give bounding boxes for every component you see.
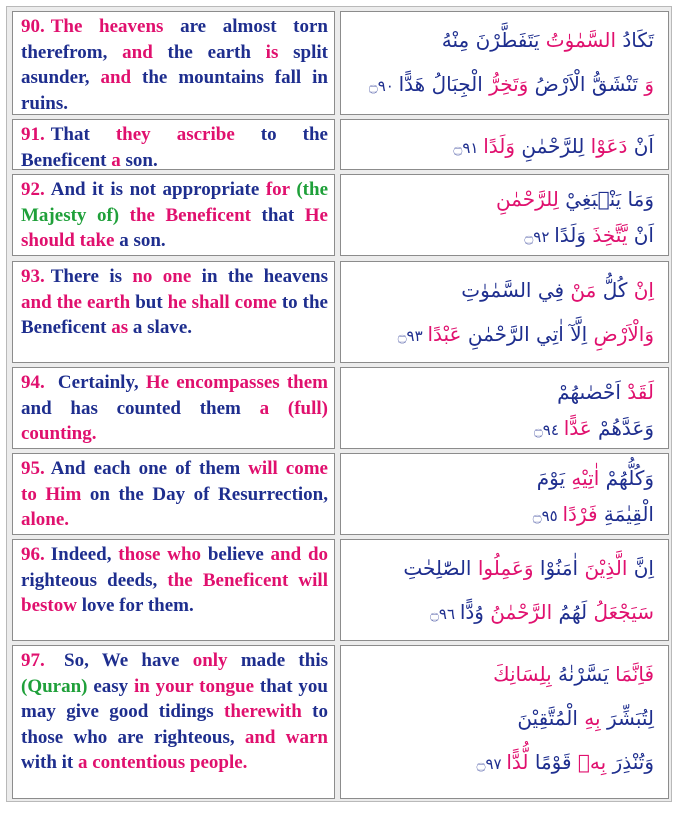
ayah-end-marker: ۝٩٤: [534, 421, 564, 439]
arabic-segment: لِتُبَشِّرَ: [600, 706, 654, 730]
arabic-text: [340, 174, 669, 256]
english-translation: [12, 539, 335, 641]
verse-row-94: [12, 367, 669, 449]
translation-segment: and the earth: [21, 291, 131, 313]
translation-segment: made this: [227, 650, 328, 671]
arabic-segment: بِهِ: [577, 706, 601, 730]
arabic-line: [351, 460, 654, 496]
verse-number: 91.: [21, 124, 45, 145]
ayah-end-marker: ۝٩٦: [430, 605, 460, 623]
arabic-line: [351, 126, 654, 169]
translation-segment: on the Day of Resurrection,: [81, 483, 328, 505]
translation-segment: a: [111, 149, 121, 170]
translation-segment: and has counted them: [21, 397, 260, 419]
arabic-segment: وَمَا يَنْۢبَغِيْ: [558, 187, 654, 211]
arabic-segment: اٰمَنُوْا: [533, 556, 579, 580]
arabic-segment: وَتُنْذِرَ: [606, 750, 654, 774]
verse-number: 95.: [21, 458, 45, 479]
translation-segment: to those who are righteous,: [21, 701, 328, 748]
arabic-text: [340, 539, 669, 641]
verse-number: 94.: [21, 372, 45, 393]
translation-segment: and: [100, 67, 132, 88]
translation-segment: love for them.: [76, 595, 194, 616]
arabic-segment: عَبْدًا: [427, 322, 462, 346]
arabic-segment: مَنْ: [564, 278, 597, 302]
arabic-segment: دَعَوْا: [584, 134, 628, 158]
arabic-segment: الْقِيٰمَةِ: [597, 502, 654, 526]
arabic-line: [351, 590, 654, 636]
translation-segment: that you may give good tidings: [21, 675, 328, 722]
verse-row-97: [12, 645, 669, 799]
arabic-segment: الرَّحْمٰنُ: [483, 600, 553, 624]
arabic-segment: اَنْ: [627, 223, 654, 247]
arabic-segment: وَكُلُّهُمْ: [599, 466, 654, 490]
translation-segment: And it is not appropriate: [50, 179, 266, 200]
ayah-end-marker: ۝٩٥: [532, 507, 563, 525]
translation-segment: a contentious people.: [78, 752, 248, 773]
translation-segment: will come to Him: [21, 458, 328, 505]
translation-segment: split asunder,: [21, 41, 328, 88]
english-translation: [12, 119, 335, 170]
translation-segment: the mountains fall in ruins.: [21, 67, 329, 114]
translation-segment: in your tongue: [133, 675, 255, 697]
translation-segment: And each one of them: [50, 458, 249, 479]
arabic-segment: الصّٰلِحٰتِ: [403, 556, 472, 580]
ayah-end-marker: ۝٩٢: [524, 228, 555, 246]
verse-row-96: [12, 539, 669, 641]
verse-row-91: [12, 119, 669, 170]
arabic-segment: الَّذِيْنَ: [578, 556, 628, 580]
arabic-segment: اٰتِيْهِ: [565, 466, 600, 490]
arabic-segment: لُّدًّا: [506, 750, 529, 774]
arabic-line: [351, 546, 654, 590]
translation-segment: but: [130, 291, 168, 313]
translation-segment: a slave.: [128, 317, 192, 338]
translation-segment: those who: [118, 544, 202, 565]
arabic-segment: سَيَجْعَلُ: [587, 600, 654, 624]
verse-number: 97.: [21, 650, 45, 671]
arabic-segment: الْاَرْضُ: [528, 72, 586, 96]
translation-segment: a (full) counting.: [21, 397, 328, 444]
arabic-segment: يَّتَّخِذَ: [586, 223, 628, 247]
arabic-segment: اَحْصٰىهُمْ: [557, 380, 621, 404]
arabic-segment: فَرْدًا: [562, 502, 598, 526]
arabic-line: [351, 181, 654, 217]
translation-segment: righteous deeds,: [21, 569, 168, 591]
arabic-segment: الْمُتَّقِيْنَ: [517, 706, 578, 730]
english-translation: [12, 261, 335, 363]
verse-row-95: [12, 453, 669, 535]
arabic-text: [340, 119, 669, 170]
translation-segment: alone.: [21, 509, 70, 530]
arabic-line: [351, 652, 654, 696]
ayah-end-marker: ۝٩٧: [476, 755, 507, 773]
arabic-line: [351, 740, 654, 786]
arabic-segment: عَدًّا: [563, 416, 592, 440]
arabic-segment: يَتَفَطَّرْنَ مِنْهُ: [441, 28, 540, 52]
translation-segment: in the heavens: [191, 266, 328, 287]
arabic-segment: يَوْمَ: [536, 466, 566, 490]
arabic-segment: يَسَّرْنٰهُ: [551, 662, 609, 686]
verse-number: 90.: [21, 16, 45, 37]
arabic-segment: اَنْ: [627, 134, 654, 158]
translation-segment: are almost torn therefrom,: [21, 16, 328, 63]
ayah-end-marker: ۝٩٠: [368, 77, 399, 95]
arabic-segment: وَلَدًا: [483, 134, 516, 158]
arabic-segment: لِلرَّحْمٰنِ: [495, 187, 559, 211]
translation-segment: the earth: [152, 41, 266, 63]
translation-segment: is: [265, 41, 279, 63]
arabic-segment: بِهٖ: [571, 750, 607, 774]
arabic-line: [351, 696, 654, 740]
translation-segment: no one: [132, 266, 192, 287]
arabic-segment: الْجِبَالُ هَدًّا: [398, 72, 483, 96]
translation-segment: (Quran): [21, 675, 88, 697]
arabic-segment: لِلرَّحْمٰنِ: [515, 134, 585, 158]
arabic-line: [351, 62, 654, 108]
arabic-segment: وَ: [637, 72, 654, 96]
arabic-segment: وُدًّا: [459, 600, 484, 624]
english-translation: [12, 453, 335, 535]
verse-number: 96.: [21, 544, 45, 565]
verse-number: 92.: [21, 179, 45, 200]
translation-segment: So, We have: [50, 650, 193, 671]
translation-segment: and warn: [244, 726, 328, 748]
translation-segment: Indeed,: [50, 544, 119, 565]
english-translation: [12, 645, 335, 799]
translation-segment: son.: [120, 149, 158, 170]
english-translation: [12, 11, 335, 115]
ayah-end-marker: ۝٩١: [453, 139, 484, 157]
arabic-line: [351, 496, 654, 534]
translation-segment: The heavens: [50, 16, 164, 37]
arabic-text: [340, 645, 669, 799]
arabic-segment: لَقَدْ: [620, 380, 654, 404]
arabic-segment: تَنْشَقُّ: [585, 72, 638, 96]
translation-segment: a son.: [114, 230, 166, 251]
translation-segment: with it: [21, 752, 78, 773]
arabic-text: [340, 453, 669, 535]
arabic-segment: وَلَدًا: [554, 223, 587, 247]
arabic-segment: اِنْ: [627, 278, 654, 302]
translation-segment: That: [50, 124, 116, 145]
translation-segment: Certainly,: [50, 372, 146, 393]
translation-segment: He should take: [21, 204, 328, 251]
arabic-segment: لَهُمُ: [552, 600, 588, 624]
translation-segment: (the Majesty of): [21, 179, 328, 226]
translation-segment: to the Beneficent: [21, 291, 328, 338]
translation-segment: believe: [201, 544, 271, 565]
verse-row-93: [12, 261, 669, 363]
ayah-end-marker: ۝٩٣: [397, 327, 428, 345]
arabic-segment: وَتَخِرُّ: [482, 72, 529, 96]
english-translation: [12, 174, 335, 256]
arabic-line: [351, 217, 654, 255]
translation-segment: easy: [87, 675, 134, 697]
translation-segment: they ascribe: [115, 124, 235, 145]
translation-segment: to the Beneficent: [21, 124, 328, 170]
arabic-segment: تَكَادُ: [616, 28, 654, 52]
translation-segment: that: [250, 204, 305, 226]
translation-segment: There is: [50, 266, 133, 287]
translation-segment: as: [111, 317, 129, 338]
translation-segment: the Beneficent: [129, 204, 251, 226]
arabic-line: [351, 18, 654, 62]
translation-segment: and do: [270, 544, 329, 565]
arabic-segment: وَالْاَرْضِ: [587, 322, 654, 346]
arabic-segment: الرَّحْمٰنِ: [461, 322, 530, 346]
verse-number: 93.: [21, 266, 45, 287]
arabic-segment: قَوْمًا: [528, 750, 572, 774]
translation-segment: He encompasses them: [145, 372, 328, 393]
translation-segment: therewith: [224, 701, 302, 722]
translation-segment: for: [265, 179, 290, 200]
arabic-segment: السَّمٰوٰتُ: [539, 28, 617, 52]
arabic-line: [351, 374, 654, 410]
arabic-segment: كُلُّ: [596, 278, 628, 302]
translation-segment: the Beneficent will bestow: [21, 569, 328, 616]
arabic-segment: فِي السَّمٰوٰتِ: [461, 278, 565, 302]
arabic-text: [340, 261, 669, 363]
translation-segment: he shall come: [167, 291, 277, 313]
arabic-text: [340, 367, 669, 449]
arabic-segment: بِلِسَانِكَ: [493, 662, 552, 686]
arabic-segment: وَعَمِلُوا: [471, 556, 534, 580]
translation-segment: only: [192, 650, 228, 671]
arabic-line: [351, 410, 654, 448]
arabic-line: [351, 312, 654, 358]
english-translation: [12, 367, 335, 449]
arabic-segment: اِنَّ: [627, 556, 654, 580]
arabic-segment: فَاِنَّمَا: [608, 662, 654, 686]
arabic-segment: وَعَدَّهُمْ: [591, 416, 654, 440]
verse-row-90: [12, 11, 669, 115]
translation-segment: and: [122, 41, 153, 63]
arabic-line: [351, 268, 654, 312]
arabic-text: [340, 11, 669, 115]
arabic-segment: اِلَّآ اٰتِي: [529, 322, 588, 346]
verse-row-92: [12, 174, 669, 256]
